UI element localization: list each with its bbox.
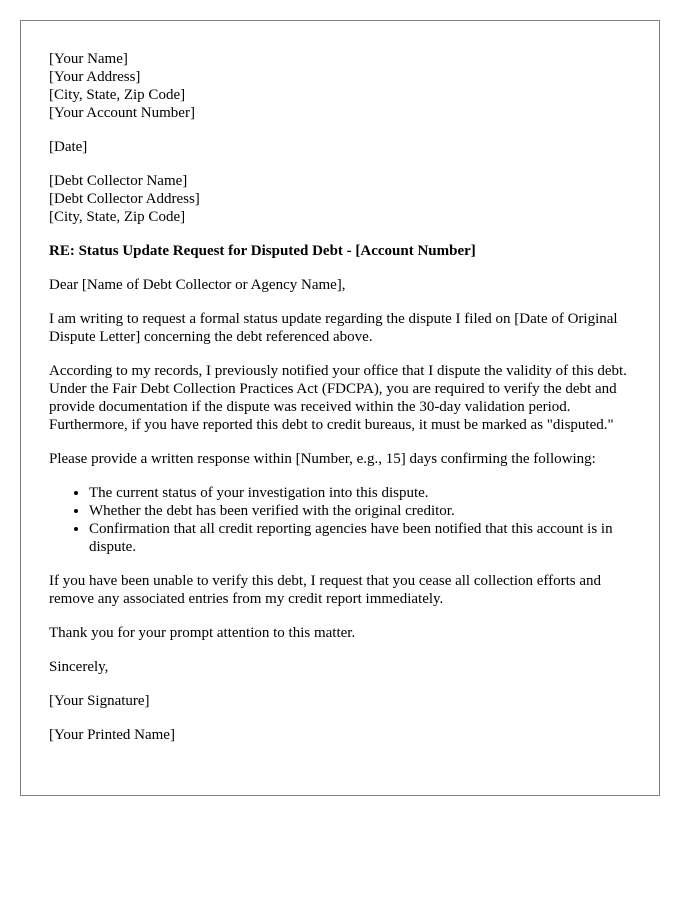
recipient-city-state-zip: [City, State, Zip Code]: [49, 209, 186, 225]
paragraph-cease: If you have been unable to verify this debt, I request that you cease all collection efforts and remove any associated entries from my credit report immediately.: [49, 573, 602, 607]
paragraph-intro: I am writing to request a formal status update regarding the dispute I filed on [Date of Original Dispute Letter] concerning the debt referenced above.: [49, 311, 618, 345]
letter-page: [20, 20, 660, 796]
printed-name: [Your Printed Name]: [49, 727, 175, 743]
paragraph-request: Please provide a written response within [Number, e.g., 15] days confirming the following:: [49, 451, 596, 467]
subject-line: RE: Status Update Request for Disputed Debt - [Account Number]: [49, 243, 476, 259]
sender-city-state-zip: [City, State, Zip Code]: [49, 87, 186, 103]
sender-name: [Your Name]: [49, 51, 128, 67]
letter-content: [49, 50, 639, 760]
list-item: • Confirmation that all credit reporting agencies have been notified that this account is in dispute.: [89, 520, 639, 556]
sender-address: [Your Address]: [49, 69, 141, 85]
sender-block: [49, 50, 639, 122]
recipient-block: [49, 172, 639, 226]
paragraph-records: According to my records, I previously notified your office that I dispute the validity of this debt. Under the Fair Debt Collection Practices Act (FDCPA), you are required to verify the debt and provide documentation if the dispute was received within the 30-day validation period. Furthermore, if you have reported this debt to credit bureaus, it must be marked as "disputed.": [49, 363, 627, 433]
confirmation-list: [49, 484, 639, 556]
list-item: • The current status of your investigation into this dispute.: [89, 484, 639, 502]
signature: [Your Signature]: [49, 693, 150, 709]
letter-date: [Date]: [49, 139, 88, 155]
date-block: [49, 138, 639, 156]
recipient-name: [Debt Collector Name]: [49, 173, 188, 189]
list-item: • Whether the debt has been verified with the original creditor.: [89, 502, 639, 520]
recipient-address: [Debt Collector Address]: [49, 191, 200, 207]
closing: Sincerely,: [49, 659, 109, 675]
salutation: Dear [Name of Debt Collector or Agency Name],: [49, 277, 346, 293]
sender-account-number: [Your Account Number]: [49, 105, 195, 121]
paragraph-thanks: Thank you for your prompt attention to this matter.: [49, 625, 356, 641]
